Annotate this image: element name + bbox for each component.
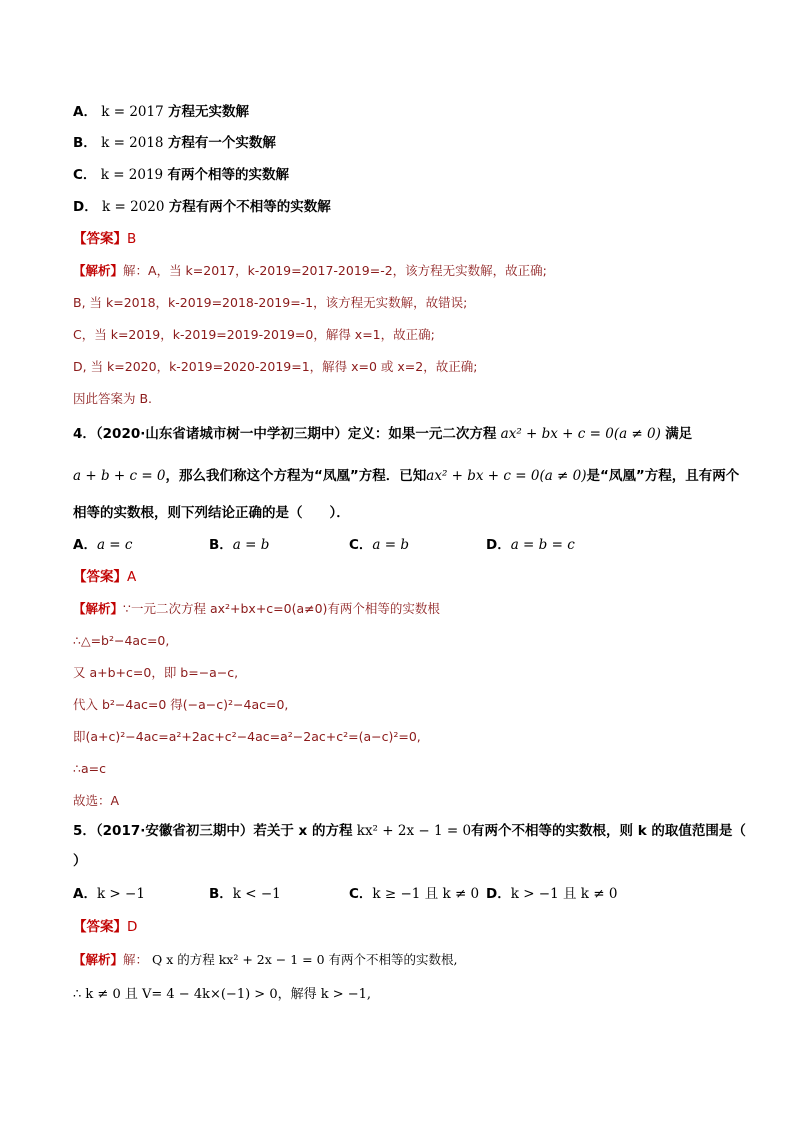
equation: ax² + bx + c = 0(a ≠ 0) [500, 426, 661, 442]
q5-answer [73, 918, 137, 936]
q5-option-a [73, 885, 145, 903]
question-source: （2020·山东省诸城市树一中学初三期中） [95, 426, 348, 442]
q5-option-b [209, 885, 281, 903]
q4-answer [73, 568, 136, 586]
q4-explain-3: 又 a+b+c=0，即 b=−a−c, [73, 665, 239, 680]
explain-math: Q x 的方程 kx² + 2x − 1 = 0 有两个不相等的实数根, [152, 952, 458, 967]
q4-explain-4: 代入 b²−4ac=0 得(−a−c)²−4ac=0, [73, 697, 289, 712]
option-label: D． [486, 537, 511, 553]
q5-stem-line-2: ） [73, 853, 87, 869]
option-math: k = 2019 [100, 167, 164, 183]
option-math: k < −1 [232, 886, 281, 902]
option-text: 方程有一个实数解 [167, 135, 276, 151]
question-text: ，那么我们称这个方程为“凤凰”方程．已知 [165, 468, 427, 484]
q5-options [73, 885, 723, 903]
q5-option-c [349, 885, 479, 903]
question-number: 5． [73, 823, 96, 839]
option-math: k > −1 且 k ≠ 0 [510, 886, 618, 902]
explain-text: 解： [123, 952, 149, 967]
explain-tag: 【解析】 [73, 263, 124, 278]
question-text: 是“凤凰”方程，且有两个 [586, 468, 740, 484]
equation: kx² + 2x − 1 = 0 [356, 823, 472, 839]
option-label: D． [73, 199, 98, 215]
q3-explain-2: B, 当 k=2018，k-2019=2018-2019=-1，该方程无实数解，故错误; [73, 295, 468, 310]
q3-explain-5: 因此答案为 B. [73, 391, 153, 406]
answer-value: B [127, 231, 137, 247]
q4-option-a [73, 536, 132, 554]
question-text: 若关于 x 的方程 [253, 823, 353, 839]
question-text: 有两个不相等的实数根，则 k 的取值范围是（ [471, 823, 746, 839]
option-label: B． [73, 135, 97, 151]
option-math: a = b = c [510, 537, 575, 553]
q5-option-d [486, 885, 617, 903]
q4-explain-5: 即(a+c)²−4ac=a²+2ac+c²−4ac=a²−2ac+c²=(a−c)²=0, [73, 729, 421, 744]
q4-options [73, 536, 723, 554]
question-text: 定义：如果一元二次方程 [347, 426, 497, 442]
q4-explain-1 [73, 600, 440, 618]
q3-option-b [73, 134, 276, 152]
q4-stem-line-1 [73, 425, 692, 443]
q4-explain-6: ∴a=c [73, 761, 106, 776]
option-label: A． [73, 104, 97, 120]
q5-stem-line-1 [73, 822, 746, 840]
answer-value: A [127, 569, 137, 585]
option-text: 方程有两个不相等的实数解 [168, 199, 331, 215]
q3-option-d [73, 198, 331, 216]
q4-stem-line-2 [73, 467, 739, 485]
q5-explain-2: ∴ k ≠ 0 且 V= 4 − 4k×(−1) > 0，解得 k > −1, [73, 987, 372, 1002]
q4-option-c [349, 536, 409, 554]
question-text: 满足 [665, 426, 693, 442]
answer-value: D [127, 919, 138, 935]
q4-explain-2: ∴△=b²−4ac=0, [73, 633, 170, 648]
option-label: C． [349, 537, 373, 553]
option-math: a = c [96, 537, 133, 553]
q3-option-c [73, 166, 289, 184]
option-math: k = 2020 [102, 199, 165, 215]
question-number: 4． [73, 426, 96, 442]
q5-explain-1 [73, 951, 458, 969]
explain-tag: 【解析】 [73, 601, 124, 616]
option-math: a = b [372, 537, 410, 553]
option-math: k = 2018 [101, 135, 164, 151]
option-math: a = b [232, 537, 270, 553]
answer-tag: 【答案】 [73, 919, 127, 935]
explain-tag: 【解析】 [73, 952, 124, 967]
answer-tag: 【答案】 [73, 231, 127, 247]
option-label: D． [486, 886, 511, 902]
option-label: A． [73, 537, 97, 553]
q3-option-a [73, 103, 249, 121]
option-label: A． [73, 886, 97, 902]
q4-option-d [486, 536, 575, 554]
option-math: k = 2017 [101, 104, 164, 120]
q4-option-b [209, 536, 269, 554]
equation: a + b + c = 0 [73, 468, 166, 484]
option-text: 有两个相等的实数解 [167, 167, 289, 183]
option-text: 方程无实数解 [167, 104, 249, 120]
option-label: B． [209, 886, 233, 902]
answer-tag: 【答案】 [73, 569, 127, 585]
option-label: C． [73, 167, 97, 183]
equation: ax² + bx + c = 0(a ≠ 0) [426, 468, 587, 484]
option-label: C． [349, 886, 373, 902]
q3-explain-1 [73, 262, 547, 280]
q3-explain-4: D, 当 k=2020，k-2019=2020-2019=1，解得 x=0 或 x=2，故正确; [73, 359, 478, 374]
q4-explain-7: 故选：A [73, 793, 120, 808]
option-math: k ≥ −1 且 k ≠ 0 [372, 886, 480, 902]
option-math: k > −1 [96, 886, 145, 902]
explain-line: 解：A，当 k=2017，k-2019=2017-2019=-2，该方程无实数解，故正确; [123, 263, 547, 278]
q3-answer [73, 230, 136, 248]
question-source: （2017·安徽省初三期中） [95, 823, 254, 839]
q4-stem-line-3: 相等的实数根，则下列结论正确的是（ ）． [73, 505, 350, 521]
q3-explain-3: C，当 k=2019，k-2019=2019-2019=0，解得 x=1，故正确; [73, 327, 435, 342]
explain-line: ∵一元二次方程 ax²+bx+c=0(a≠0)有两个相等的实数根 [123, 601, 440, 616]
option-label: B． [209, 537, 233, 553]
